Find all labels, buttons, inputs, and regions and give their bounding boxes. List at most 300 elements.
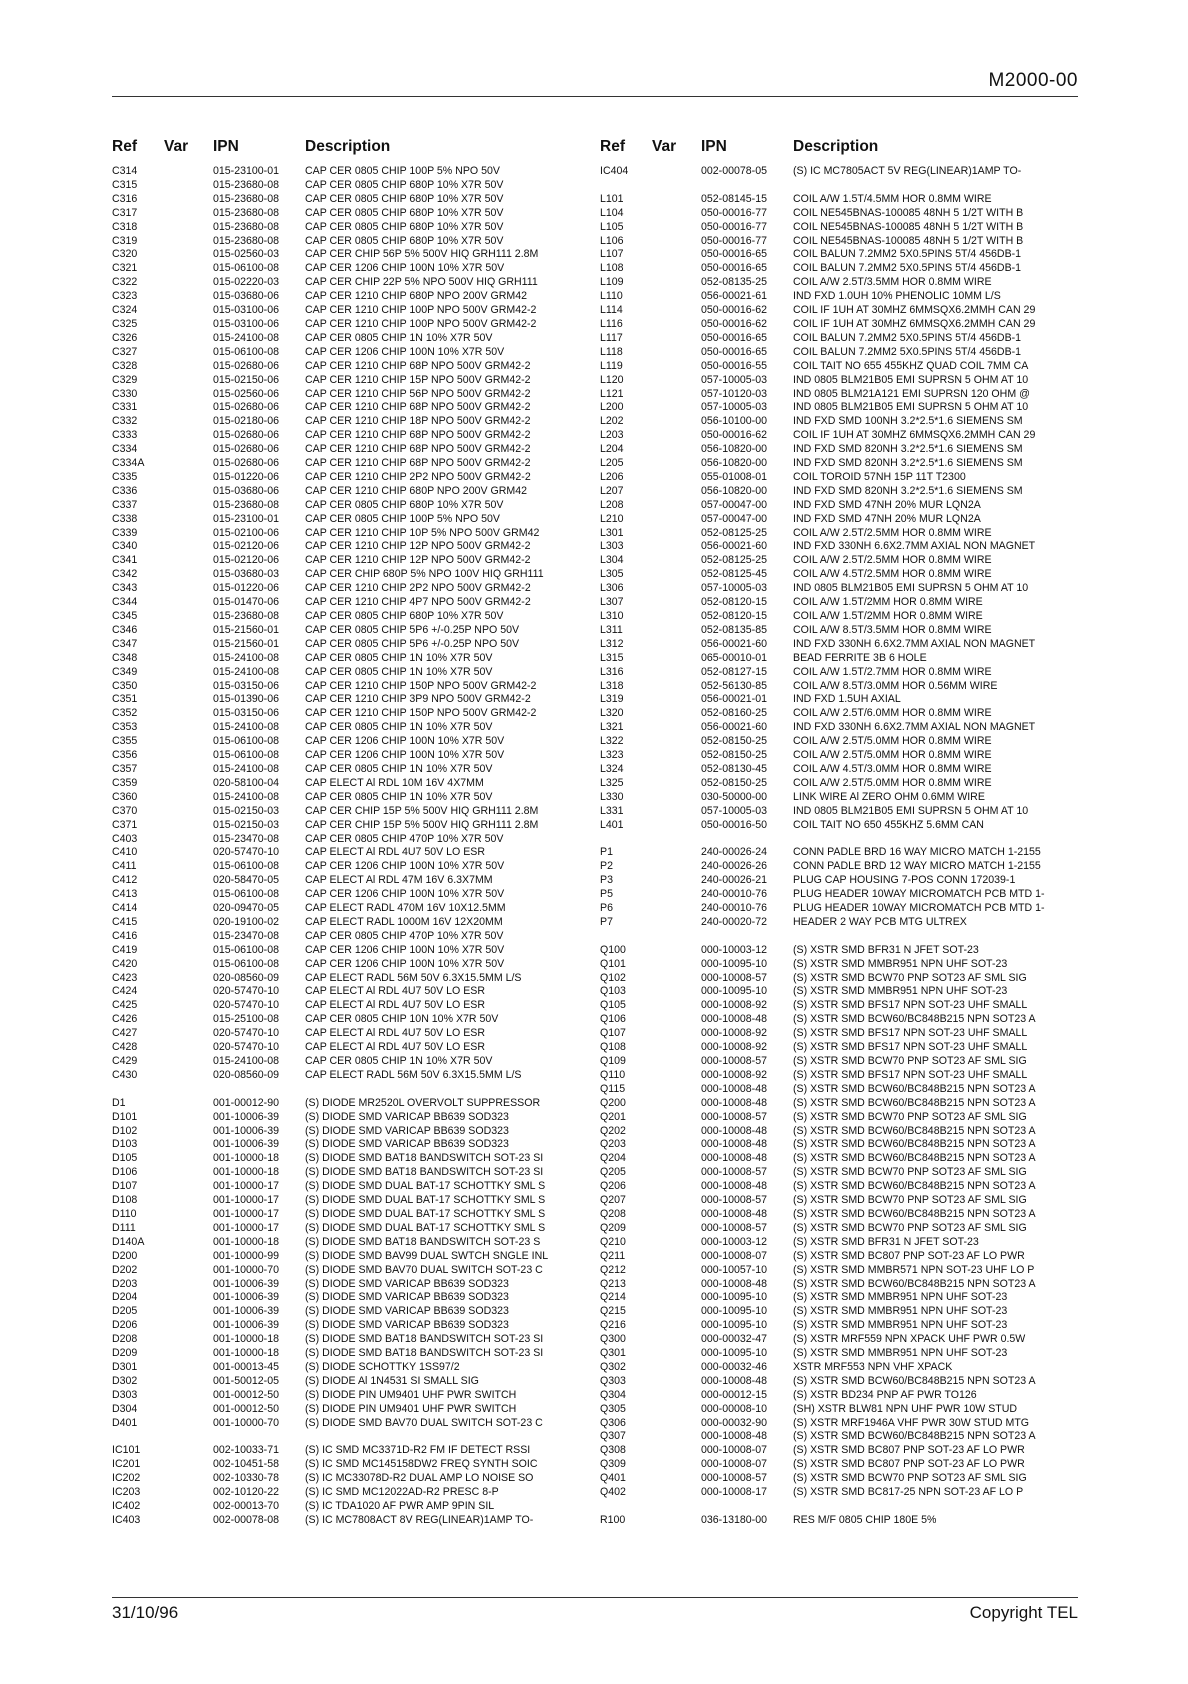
part-ref: C344 xyxy=(112,596,138,609)
table-row xyxy=(112,1166,582,1180)
table-row xyxy=(600,540,1070,554)
part-description: COIL IF 1UH AT 30MHZ 6MMSQX6.2MMH CAN 29 xyxy=(793,317,1036,330)
part-ipn: 000-10095-10 xyxy=(701,957,767,970)
part-ref: D301 xyxy=(112,1360,138,1373)
part-ref: L101 xyxy=(600,192,624,205)
left-header-ref: Ref xyxy=(112,138,137,155)
table-row xyxy=(600,819,1070,833)
part-ipn: 052-08135-85 xyxy=(701,623,767,636)
part-ipn: 000-10008-57 xyxy=(701,1055,767,1067)
table-row xyxy=(112,248,582,262)
part-ref: C325 xyxy=(112,317,138,330)
part-ipn: 057-10005-03 xyxy=(701,582,767,595)
table-row xyxy=(112,1180,582,1194)
table-row xyxy=(112,805,582,819)
part-ipn: 002-00078-05 xyxy=(701,165,767,177)
part-ipn: 050-00016-65 xyxy=(701,262,767,275)
table-row xyxy=(112,999,582,1013)
part-ref: L116 xyxy=(600,317,623,330)
table-row xyxy=(112,304,582,318)
part-ipn: 015-02560-06 xyxy=(213,387,279,400)
table-row xyxy=(600,1319,1070,1333)
table-row xyxy=(112,443,582,457)
part-description: IND FXD SMD 820NH 3.2*2.5*1.6 SIEMENS SM xyxy=(793,484,1023,497)
part-ref: C359 xyxy=(112,776,138,789)
part-description: RES M/F 0805 CHIP 180E 5% xyxy=(793,1513,937,1526)
part-description: CAP CER 1210 CHIP 680P NPO 200V GRM42 xyxy=(305,290,527,303)
table-row xyxy=(600,1291,1070,1305)
part-description: CAP CER 1206 CHIP 100N 10% X7R 50V xyxy=(305,888,505,901)
part-ref: Q107 xyxy=(600,1027,626,1040)
part-description: CAP CER CHIP 680P 5% NPO 100V HIQ GRH111 xyxy=(305,568,544,581)
part-description: (S) XSTR SMD MMBR951 NPN UHF SOT-23 xyxy=(793,1305,1008,1318)
part-description: COIL TAIT NO 650 455KHZ 5.6MM CAN xyxy=(793,818,984,831)
right-header-ipn: IPN xyxy=(701,138,727,155)
part-ipn: 015-23470-08 xyxy=(213,832,279,845)
part-ipn: 001-10006-39 xyxy=(213,1291,279,1304)
part-description: CAP CER 1210 CHIP 10P 5% NPO 500V GRM42 xyxy=(305,526,540,539)
part-description: CAP CER 0805 CHIP 1N 10% X7R 50V xyxy=(305,790,493,803)
part-ipn: 015-23680-08 xyxy=(213,206,279,219)
part-description: (S) XSTR SMD BC817-25 NPN SOT-23 AF LO P xyxy=(793,1486,1024,1499)
part-description: CAP CER 1210 CHIP 68P NPO 500V GRM42-2 xyxy=(305,429,531,442)
part-ref: Q203 xyxy=(600,1138,626,1151)
table-row xyxy=(600,999,1070,1013)
part-ref: D208 xyxy=(112,1333,138,1346)
part-ref: C356 xyxy=(112,749,138,762)
part-description: (S) DIODE SMD DUAL BAT-17 SCHOTTKY SML S xyxy=(305,1194,546,1207)
part-ref: Q110 xyxy=(600,1068,626,1081)
part-ref: D101 xyxy=(112,1110,138,1123)
table-row xyxy=(600,610,1070,624)
table-row xyxy=(112,652,582,666)
table-row xyxy=(112,1138,582,1152)
part-ipn: 052-08125-25 xyxy=(701,554,767,567)
part-ipn: 001-10006-39 xyxy=(213,1319,279,1332)
part-ref: L301 xyxy=(600,526,624,539)
part-ipn: 052-08127-15 xyxy=(701,665,767,678)
part-ipn: 240-00026-24 xyxy=(701,846,767,859)
part-ipn: 001-10006-39 xyxy=(213,1277,279,1290)
table-row xyxy=(112,1083,582,1097)
part-description: COIL NE545BNAS-100085 48NH 5 1/2T WITH B xyxy=(793,220,1024,233)
part-description: (S) XSTR MRF1946A VHF PWR 30W STUD MTG xyxy=(793,1416,1030,1429)
table-row xyxy=(112,429,582,443)
part-description: CAP CER 1210 CHIP 18P NPO 500V GRM42-2 xyxy=(305,415,531,428)
part-ref: L312 xyxy=(600,637,624,650)
part-description: COIL A/W 1.5T/2.7MM HOR 0.8MM WIRE xyxy=(793,665,992,678)
table-row xyxy=(112,596,582,610)
part-description: CAP CER 1206 CHIP 100N 10% X7R 50V xyxy=(305,262,505,275)
part-ipn: 001-10006-39 xyxy=(213,1138,279,1151)
left-header-ipn: IPN xyxy=(213,138,239,155)
part-ipn: 000-10003-12 xyxy=(701,943,767,956)
part-ipn: 050-00016-62 xyxy=(701,304,767,317)
table-row xyxy=(112,1458,582,1472)
table-row xyxy=(600,304,1070,318)
part-description: COIL BALUN 7.2MM2 5X0.5PINS 5T/4 456DB-1 xyxy=(793,345,1022,358)
table-row xyxy=(600,596,1070,610)
part-description: (S) XSTR SMD BCW70 PNP SOT23 AF SML SIG xyxy=(793,1194,1027,1207)
header-rule xyxy=(112,96,1078,97)
part-ref: Q301 xyxy=(600,1347,626,1360)
part-ipn: 015-02180-06 xyxy=(213,415,279,428)
part-ref: L202 xyxy=(600,415,624,428)
part-description: COIL A/W 2.5T/5.0MM HOR 0.8MM WIRE xyxy=(793,735,992,748)
part-ipn: 015-06100-08 xyxy=(213,957,279,970)
part-ipn: 001-10000-18 xyxy=(213,1152,279,1165)
part-ipn: 052-08150-25 xyxy=(701,776,767,789)
part-ipn: 015-23680-08 xyxy=(213,498,279,511)
part-ref: C424 xyxy=(112,985,138,998)
part-ref: C410 xyxy=(112,846,138,859)
part-ipn: 056-00021-01 xyxy=(701,693,767,706)
part-ref: L318 xyxy=(600,679,624,692)
footer-rule xyxy=(112,1597,1078,1598)
part-ref: D202 xyxy=(112,1263,138,1276)
part-ref: C321 xyxy=(112,262,138,275)
part-ipn: 015-03680-06 xyxy=(213,290,279,303)
part-ref: Q103 xyxy=(600,985,626,998)
part-ipn: 056-00021-60 xyxy=(701,637,767,650)
table-row xyxy=(112,888,582,902)
part-ref: D105 xyxy=(112,1152,138,1165)
part-ref: L330 xyxy=(600,790,624,803)
table-row xyxy=(112,1069,582,1083)
part-description: (S) XSTR SMD BC807 PNP SOT-23 AF LO PWR xyxy=(793,1444,1025,1457)
table-row xyxy=(112,944,582,958)
part-ipn: 000-10008-57 xyxy=(701,1110,767,1123)
part-ipn: 050-00016-50 xyxy=(701,818,767,831)
part-ref: Q108 xyxy=(600,1041,626,1054)
part-ref: C334 xyxy=(112,443,138,456)
table-row xyxy=(600,568,1070,582)
table-row xyxy=(600,1472,1070,1486)
part-ref: Q109 xyxy=(600,1055,626,1067)
table-row xyxy=(600,388,1070,402)
part-ref: P3 xyxy=(600,874,613,887)
part-description: COIL A/W 2.5T/5.0MM HOR 0.8MM WIRE xyxy=(793,749,992,762)
part-description: COIL A/W 4.5T/3.0MM HOR 0.8MM WIRE xyxy=(793,762,992,775)
part-ref: C370 xyxy=(112,804,138,817)
part-description: (S) XSTR SMD BCW60/BC848B215 NPN SOT23 A xyxy=(793,1430,1036,1443)
part-ref: L205 xyxy=(600,457,624,470)
table-row xyxy=(600,1305,1070,1319)
part-ref: L315 xyxy=(600,651,624,664)
part-ref: D200 xyxy=(112,1249,138,1262)
part-ref: L120 xyxy=(600,373,624,386)
part-ipn: 020-57470-10 xyxy=(213,999,279,1012)
part-ref: C326 xyxy=(112,331,138,344)
table-row xyxy=(600,290,1070,304)
part-ipn: 000-10095-10 xyxy=(701,1319,767,1332)
part-ref: L331 xyxy=(600,804,624,817)
part-description: CAP CER 0805 CHIP 1N 10% X7R 50V xyxy=(305,651,493,664)
table-row xyxy=(600,805,1070,819)
part-description: XSTR MRF553 NPN VHF XPACK xyxy=(793,1360,953,1373)
table-row xyxy=(600,221,1070,235)
part-ref: C343 xyxy=(112,582,138,595)
part-description: CAP CER 0805 CHIP 680P 10% X7R 50V xyxy=(305,610,504,622)
part-ref: IC101 xyxy=(112,1444,141,1457)
table-row xyxy=(600,1333,1070,1347)
table-row xyxy=(600,916,1070,930)
part-ipn: 000-10008-48 xyxy=(701,1138,767,1151)
part-ref: D209 xyxy=(112,1347,138,1360)
part-ipn: 056-10820-00 xyxy=(701,457,767,470)
part-ipn: 240-00026-21 xyxy=(701,874,767,887)
table-row xyxy=(600,485,1070,499)
part-ipn: 020-57470-10 xyxy=(213,1027,279,1040)
part-ref: Q210 xyxy=(600,1235,626,1248)
table-row xyxy=(112,1417,582,1431)
part-ref: Q209 xyxy=(600,1221,626,1234)
table-row xyxy=(600,693,1070,707)
parts-list-left-column xyxy=(112,165,582,1528)
part-ipn: 057-00047-00 xyxy=(701,498,767,511)
part-ref: Q201 xyxy=(600,1110,626,1123)
part-ref: C315 xyxy=(112,178,138,191)
part-ref: C403 xyxy=(112,832,138,845)
part-description: (S) DIODE SCHOTTKY 1SS97/2 xyxy=(305,1360,460,1373)
table-row xyxy=(112,1111,582,1125)
table-row xyxy=(600,1111,1070,1125)
right-header-description: Description xyxy=(793,138,879,155)
part-ref: L310 xyxy=(600,610,624,622)
part-ref: L108 xyxy=(600,262,624,275)
part-description: (S) DIODE SMD VARICAP BB639 SOD323 xyxy=(305,1124,509,1137)
part-description: (S) DIODE SMD BAT18 BANDSWITCH SOT-23 SI xyxy=(305,1152,544,1165)
part-ref: C353 xyxy=(112,721,138,734)
part-ref: D401 xyxy=(112,1416,138,1429)
table-row xyxy=(112,833,582,847)
part-ipn: 002-10330-78 xyxy=(213,1472,279,1485)
table-row xyxy=(112,1097,582,1111)
table-row xyxy=(600,1055,1070,1069)
part-description: CAP CER 1210 CHIP 100P NPO 500V GRM42-2 xyxy=(305,317,537,330)
part-ipn: 015-03680-06 xyxy=(213,484,279,497)
part-ref: L305 xyxy=(600,568,624,581)
part-ref: R100 xyxy=(600,1513,626,1526)
part-ipn: 052-08145-15 xyxy=(701,192,767,205)
part-description: COIL A/W 8.5T/3.0MM HOR 0.56MM WIRE xyxy=(793,679,998,692)
part-ipn: 020-19100-02 xyxy=(213,915,279,928)
part-ref: C351 xyxy=(112,693,138,706)
table-row xyxy=(600,443,1070,457)
table-row xyxy=(600,374,1070,388)
parts-list-right-column xyxy=(600,165,1070,1528)
part-description: (S) DIODE SMD DUAL BAT-17 SCHOTTKY SML S xyxy=(305,1207,546,1220)
part-ipn: 000-10008-07 xyxy=(701,1458,767,1471)
table-row xyxy=(600,763,1070,777)
part-ref: Q105 xyxy=(600,999,626,1012)
part-ipn: 015-24100-08 xyxy=(213,762,279,775)
part-ipn: 020-57470-10 xyxy=(213,1041,279,1054)
part-ipn: 015-23680-08 xyxy=(213,220,279,233)
part-ref: Q309 xyxy=(600,1458,626,1471)
part-ref: Q300 xyxy=(600,1333,626,1346)
part-description: (S) XSTR SMD BCW60/BC848B215 NPN SOT23 A xyxy=(793,1277,1036,1290)
part-ipn: 015-02100-06 xyxy=(213,526,279,539)
table-row xyxy=(600,1347,1070,1361)
table-row xyxy=(112,1389,582,1403)
table-row xyxy=(600,1097,1070,1111)
part-ipn: 000-10057-10 xyxy=(701,1263,767,1276)
part-ref: C430 xyxy=(112,1068,138,1081)
part-description: CAP CER 0805 CHIP 680P 10% X7R 50V xyxy=(305,192,504,205)
part-ref: Q305 xyxy=(600,1402,626,1415)
part-description: (S) XSTR SMD MMBR951 NPN UHF SOT-23 xyxy=(793,985,1008,998)
part-description: (S) DIODE SMD VARICAP BB639 SOD323 xyxy=(305,1319,509,1332)
part-ipn: 015-02120-06 xyxy=(213,540,279,553)
part-ref: C414 xyxy=(112,902,138,915)
table-row xyxy=(112,1291,582,1305)
part-ref: L110 xyxy=(600,290,623,303)
part-description: HEADER 2 WAY PCB MTG ULTREX xyxy=(793,915,967,928)
part-description: CAP CER 1206 CHIP 100N 10% X7R 50V xyxy=(305,957,505,970)
table-row xyxy=(112,1472,582,1486)
part-ipn: 001-10000-17 xyxy=(213,1180,279,1193)
table-row xyxy=(112,1333,582,1347)
table-row xyxy=(600,652,1070,666)
table-row xyxy=(600,554,1070,568)
footer-copyright: Copyright TEL xyxy=(969,1603,1078,1622)
table-row xyxy=(112,193,582,207)
right-header-ref: Ref xyxy=(600,138,625,155)
part-description: CAP CER 1206 CHIP 100N 10% X7R 50V xyxy=(305,749,505,762)
part-ref: L210 xyxy=(600,512,624,525)
table-row xyxy=(112,374,582,388)
part-ipn: 015-23680-08 xyxy=(213,610,279,622)
part-description: CAP CER 1210 CHIP 4P7 NPO 500V GRM42-2 xyxy=(305,596,531,609)
table-row xyxy=(112,860,582,874)
part-ref: C322 xyxy=(112,276,138,289)
part-ipn: 052-08135-25 xyxy=(701,276,767,289)
part-ipn: 050-00016-77 xyxy=(701,206,767,219)
part-ref: Q302 xyxy=(600,1360,626,1373)
part-description: CAP CER 1210 CHIP 150P NPO 500V GRM42-2 xyxy=(305,679,537,692)
table-row xyxy=(600,874,1070,888)
table-row xyxy=(112,902,582,916)
part-ipn: 050-00016-77 xyxy=(701,234,767,247)
table-row xyxy=(112,846,582,860)
part-ref: C331 xyxy=(112,401,138,414)
part-ipn: 000-10095-10 xyxy=(701,1291,767,1304)
table-row xyxy=(112,457,582,471)
part-description: (S) DIODE Al 1N4531 SI SMALL SIG xyxy=(305,1374,479,1387)
part-ipn: 057-10005-03 xyxy=(701,373,767,386)
part-ref: C412 xyxy=(112,874,138,887)
part-ref: Q207 xyxy=(600,1194,626,1207)
part-description: (S) IC TDA1020 AF PWR AMP 9PIN SIL xyxy=(305,1500,495,1512)
part-ipn: 056-00021-61 xyxy=(701,290,767,303)
part-description: IND FXD 1.0UH 10% PHENOLIC 10MM L/S xyxy=(793,290,1001,303)
table-row xyxy=(112,707,582,721)
table-row xyxy=(600,944,1070,958)
table-row xyxy=(112,1305,582,1319)
table-row xyxy=(112,401,582,415)
part-ipn: 001-10000-18 xyxy=(213,1166,279,1179)
table-row xyxy=(600,207,1070,221)
table-row xyxy=(112,1514,582,1528)
table-row xyxy=(600,1083,1070,1097)
part-ref: L206 xyxy=(600,470,624,483)
part-description: (S) XSTR SMD BCW70 PNP SOT23 AF SML SIG xyxy=(793,1166,1027,1179)
table-row xyxy=(600,360,1070,374)
table-row xyxy=(600,1180,1070,1194)
part-ref: Q304 xyxy=(600,1388,626,1401)
part-ipn: 015-01390-06 xyxy=(213,693,279,706)
part-description: CAP CER 0805 CHIP 10N 10% X7R 50V xyxy=(305,1013,499,1026)
table-row xyxy=(112,262,582,276)
part-description: IND 0805 BLM21B05 EMI SUPRSN 5 OHM AT 10 xyxy=(793,582,1029,595)
part-ref: C328 xyxy=(112,359,138,372)
part-ref: L200 xyxy=(600,401,624,414)
part-ref: L303 xyxy=(600,540,624,553)
part-ref: D102 xyxy=(112,1124,138,1137)
part-description: IND 0805 BLM21B05 EMI SUPRSN 5 OHM AT 10 xyxy=(793,401,1029,414)
table-row xyxy=(600,1264,1070,1278)
part-ipn: 050-00016-62 xyxy=(701,429,767,442)
part-ref: D204 xyxy=(112,1291,138,1304)
part-ipn: 020-08560-09 xyxy=(213,971,279,984)
table-row xyxy=(112,624,582,638)
part-ref: D302 xyxy=(112,1374,138,1387)
part-description: CAP CER 0805 CHIP 1N 10% X7R 50V xyxy=(305,331,493,344)
part-description: (S) XSTR MRF559 NPN XPACK UHF PWR 0.5W xyxy=(793,1333,1026,1346)
part-ref: L117 xyxy=(600,331,623,344)
table-row xyxy=(600,735,1070,749)
part-ipn: 002-00078-08 xyxy=(213,1513,279,1526)
part-ref: IC202 xyxy=(112,1472,141,1485)
part-ref: D140A xyxy=(112,1235,145,1248)
part-description: CAP CER 1210 CHIP 68P NPO 500V GRM42-2 xyxy=(305,359,531,372)
part-ref: Q308 xyxy=(600,1444,626,1457)
part-description: COIL A/W 2.5T/3.5MM HOR 0.8MM WIRE xyxy=(793,276,992,289)
part-ref: C429 xyxy=(112,1055,138,1067)
part-description: PLUG HEADER 10WAY MICROMATCH PCB MTD 1- xyxy=(793,888,1045,901)
table-row xyxy=(600,888,1070,902)
part-ipn: 001-10000-17 xyxy=(213,1221,279,1234)
table-row xyxy=(600,1208,1070,1222)
part-ref: D304 xyxy=(112,1402,138,1415)
part-ref: L321 xyxy=(600,721,624,734)
part-description: CAP CER 1210 CHIP 68P NPO 500V GRM42-2 xyxy=(305,443,531,456)
part-description: CAP CER CHIP 15P 5% 500V HIQ GRH111 2.8M xyxy=(305,804,539,817)
part-ref: IC203 xyxy=(112,1486,141,1499)
part-description: (S) XSTR SMD BCW70 PNP SOT23 AF SML SIG xyxy=(793,1472,1027,1485)
part-description: IND 0805 BLM21A121 EMI SUPRSN 120 OHM @ xyxy=(793,387,1030,400)
table-row xyxy=(112,1430,582,1444)
part-description: (S) DIODE SMD VARICAP BB639 SOD323 xyxy=(305,1305,509,1318)
part-ref: Q204 xyxy=(600,1152,626,1165)
part-ipn: 000-10008-07 xyxy=(701,1249,767,1262)
table-row xyxy=(112,985,582,999)
part-ref: C320 xyxy=(112,248,138,261)
part-ipn: 036-13180-00 xyxy=(701,1513,767,1526)
part-ipn: 000-10008-48 xyxy=(701,1082,767,1095)
part-description: COIL A/W 1.5T/2MM HOR 0.8MM WIRE xyxy=(793,610,983,622)
part-ipn: 001-50012-05 xyxy=(213,1374,279,1387)
part-ipn: 052-08125-25 xyxy=(701,526,767,539)
part-ipn: 015-02150-03 xyxy=(213,804,279,817)
part-ipn: 052-08125-45 xyxy=(701,568,767,581)
part-ref: Q213 xyxy=(600,1277,626,1290)
part-description: PLUG CAP HOUSING 7-POS CONN 172039-1 xyxy=(793,874,1016,887)
part-ref: C333 xyxy=(112,429,138,442)
part-description: CAP CER 1210 CHIP 12P NPO 500V GRM42-2 xyxy=(305,540,531,553)
table-row xyxy=(600,582,1070,596)
